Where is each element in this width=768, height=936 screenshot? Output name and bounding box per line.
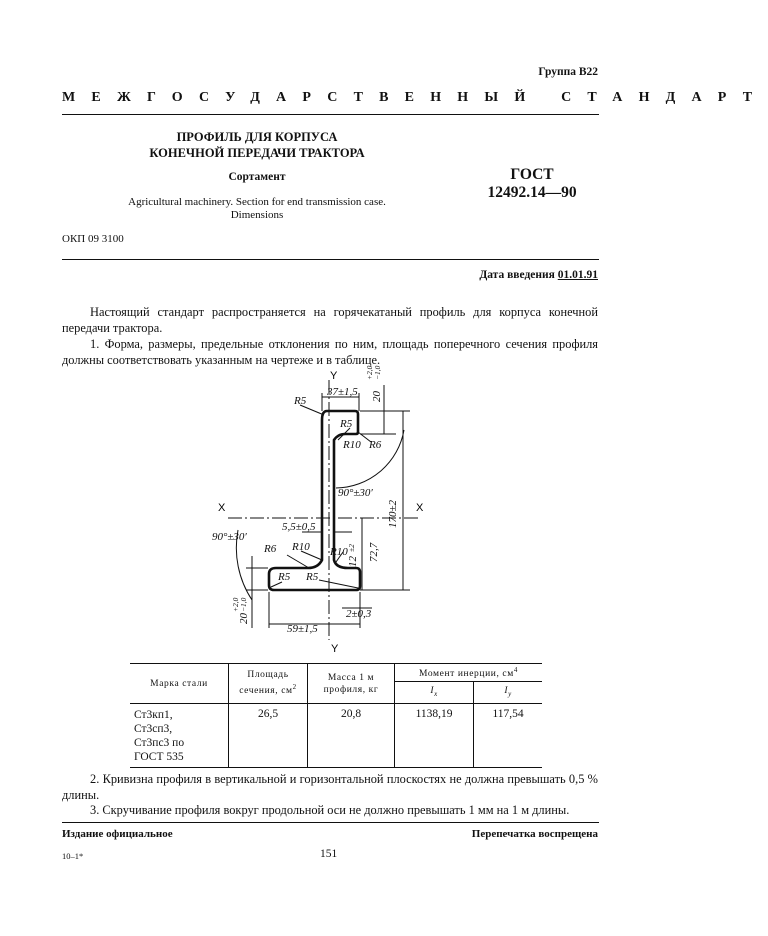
- r10-bottom: R10: [292, 541, 310, 553]
- english-title-line-1: Agricultural machinery. Section for end transmission case.: [128, 196, 386, 208]
- properties-table: [130, 663, 542, 768]
- footer-official-edition: Издание официальное: [62, 828, 173, 840]
- r10-bottom-right: R10: [330, 546, 348, 558]
- header-ix: [395, 682, 474, 704]
- steel-grade-3: Ст3пс3 по: [134, 737, 185, 749]
- page-number: 151: [320, 848, 338, 860]
- leader-r5-bottom-right: [319, 580, 358, 588]
- angle-left: 90°±30′: [212, 531, 247, 543]
- steel-grade-2: Ст3сп3,: [134, 723, 173, 735]
- subtitle: Сортамент: [228, 171, 286, 183]
- cell-iy: 117,54: [492, 708, 524, 720]
- footer-reprint-notice: Перепечатка воспрещена: [471, 828, 598, 840]
- header-ix-sub: x: [434, 689, 438, 698]
- angle-right: 90°±30′: [338, 487, 373, 499]
- axis-y-top-label: Y: [330, 370, 338, 382]
- header-steel: Марка стали: [130, 664, 229, 704]
- header-area: [229, 664, 308, 704]
- cell-ix: 1138,19: [395, 704, 474, 768]
- header-mass: [308, 664, 395, 704]
- axis-x-right-label: X: [416, 502, 424, 514]
- dim-top-height-tol-lower: −1,0: [373, 365, 382, 380]
- steel-grade-1: Ст3кп1,: [134, 709, 173, 721]
- header-area-sup: 2: [292, 683, 297, 692]
- header-iy-letter: I: [504, 686, 509, 697]
- title-line-2: КОНЕЧНОЙ ПЕРЕДАЧИ ТРАКТОРА: [149, 146, 365, 160]
- dim-web: 5,5±0,5: [282, 521, 316, 533]
- paragraph-3: 3. Скручивание профиля вокруг продольной оси не должно превышать 1 мм на 1 м длины.: [90, 803, 570, 817]
- cell-mass: 20,8: [308, 704, 395, 768]
- title-line-1: ПРОФИЛЬ ДЛЯ КОРПУСА: [176, 130, 338, 144]
- dim-total-height: 170±2: [387, 499, 399, 528]
- dim-top-height: 20: [371, 391, 383, 402]
- header-area-line1: Площадь: [247, 670, 289, 681]
- intro-date-label: Дата введения: [479, 269, 555, 281]
- table-row: [130, 704, 542, 768]
- axis-y-bottom-label: Y: [331, 643, 339, 655]
- r5-bottom-left: R5: [278, 571, 291, 583]
- dim-bottom-height-tol-lower: −1,0: [239, 597, 248, 612]
- steel-grade-4: ГОСТ 535: [134, 751, 184, 763]
- header-ix-letter: I: [430, 686, 435, 697]
- r6-top: R6: [369, 439, 382, 451]
- dim-bottom-width: 59±1,5: [287, 623, 318, 635]
- header-area-line2: сечения, см: [239, 686, 293, 697]
- dim-2: 2±0,3: [346, 608, 372, 620]
- footer-code: 10–1*: [62, 851, 84, 861]
- group-code: Группа В22: [538, 66, 598, 78]
- r5-top-inner: R5: [340, 418, 353, 430]
- axis-x-left-label: X: [218, 502, 226, 514]
- paragraph-2: 2. Кривизна профиля в вертикальной и горизонтальной плоскостях не должна превышать 0,5 % длины.: [62, 772, 598, 802]
- r5-top-left: R5: [294, 395, 307, 407]
- paragraph-1: 1. Форма, размеры, предельные отклонения по ним, площадь поперечного сечения профиля должны соответствовать указанным на чертеже и в таблице.: [62, 337, 598, 367]
- okp-code: ОКП 09 3100: [62, 233, 124, 245]
- footer-divider: [62, 822, 599, 823]
- intro-date-value: 01.01.91: [557, 269, 598, 281]
- header-moment-label: Момент инерции, см: [419, 669, 514, 680]
- header-iy: [474, 682, 542, 704]
- header-moment-sup: 4: [513, 666, 518, 675]
- r5-bottom-right: R5: [306, 571, 319, 583]
- dim-bottom-height: 20: [238, 613, 250, 624]
- dim-top-width: 37±1,5: [327, 386, 358, 398]
- header-mass-line1: Масса 1 м: [327, 672, 375, 683]
- gost-label: ГОСТ: [510, 166, 554, 183]
- cell-area: 26,5: [229, 704, 308, 768]
- header-moment: [395, 664, 543, 682]
- header-area-line2-wrap: [233, 681, 303, 697]
- dim-bottom-height-tol-upper: +2,0: [231, 597, 240, 612]
- cell-steel: [130, 704, 229, 768]
- leader-r6-bottom: [287, 555, 309, 568]
- english-title-line-2: Dimensions: [230, 209, 284, 221]
- dim-top-height-tol-upper: +2,0: [365, 365, 374, 380]
- paragraph-scope: Настоящий стандарт распространяется на горячекатаный профиль для корпуса конечной передачи трактора.: [62, 305, 598, 335]
- dim-12-tol: ±2: [347, 544, 356, 552]
- gost-number: 12492.14—90: [487, 184, 577, 201]
- header-iy-sub: y: [508, 689, 512, 698]
- dim-12: 12: [347, 556, 359, 567]
- r10-top: R10: [343, 439, 361, 451]
- dim-72: 72,7: [368, 542, 380, 562]
- header-mass-line2: профиля, кг: [323, 684, 379, 695]
- r6-bottom: R6: [264, 543, 277, 555]
- standard-banner: МЕЖГОСУДАРСТВЕННЫЙ СТАНДАРТ: [62, 90, 768, 105]
